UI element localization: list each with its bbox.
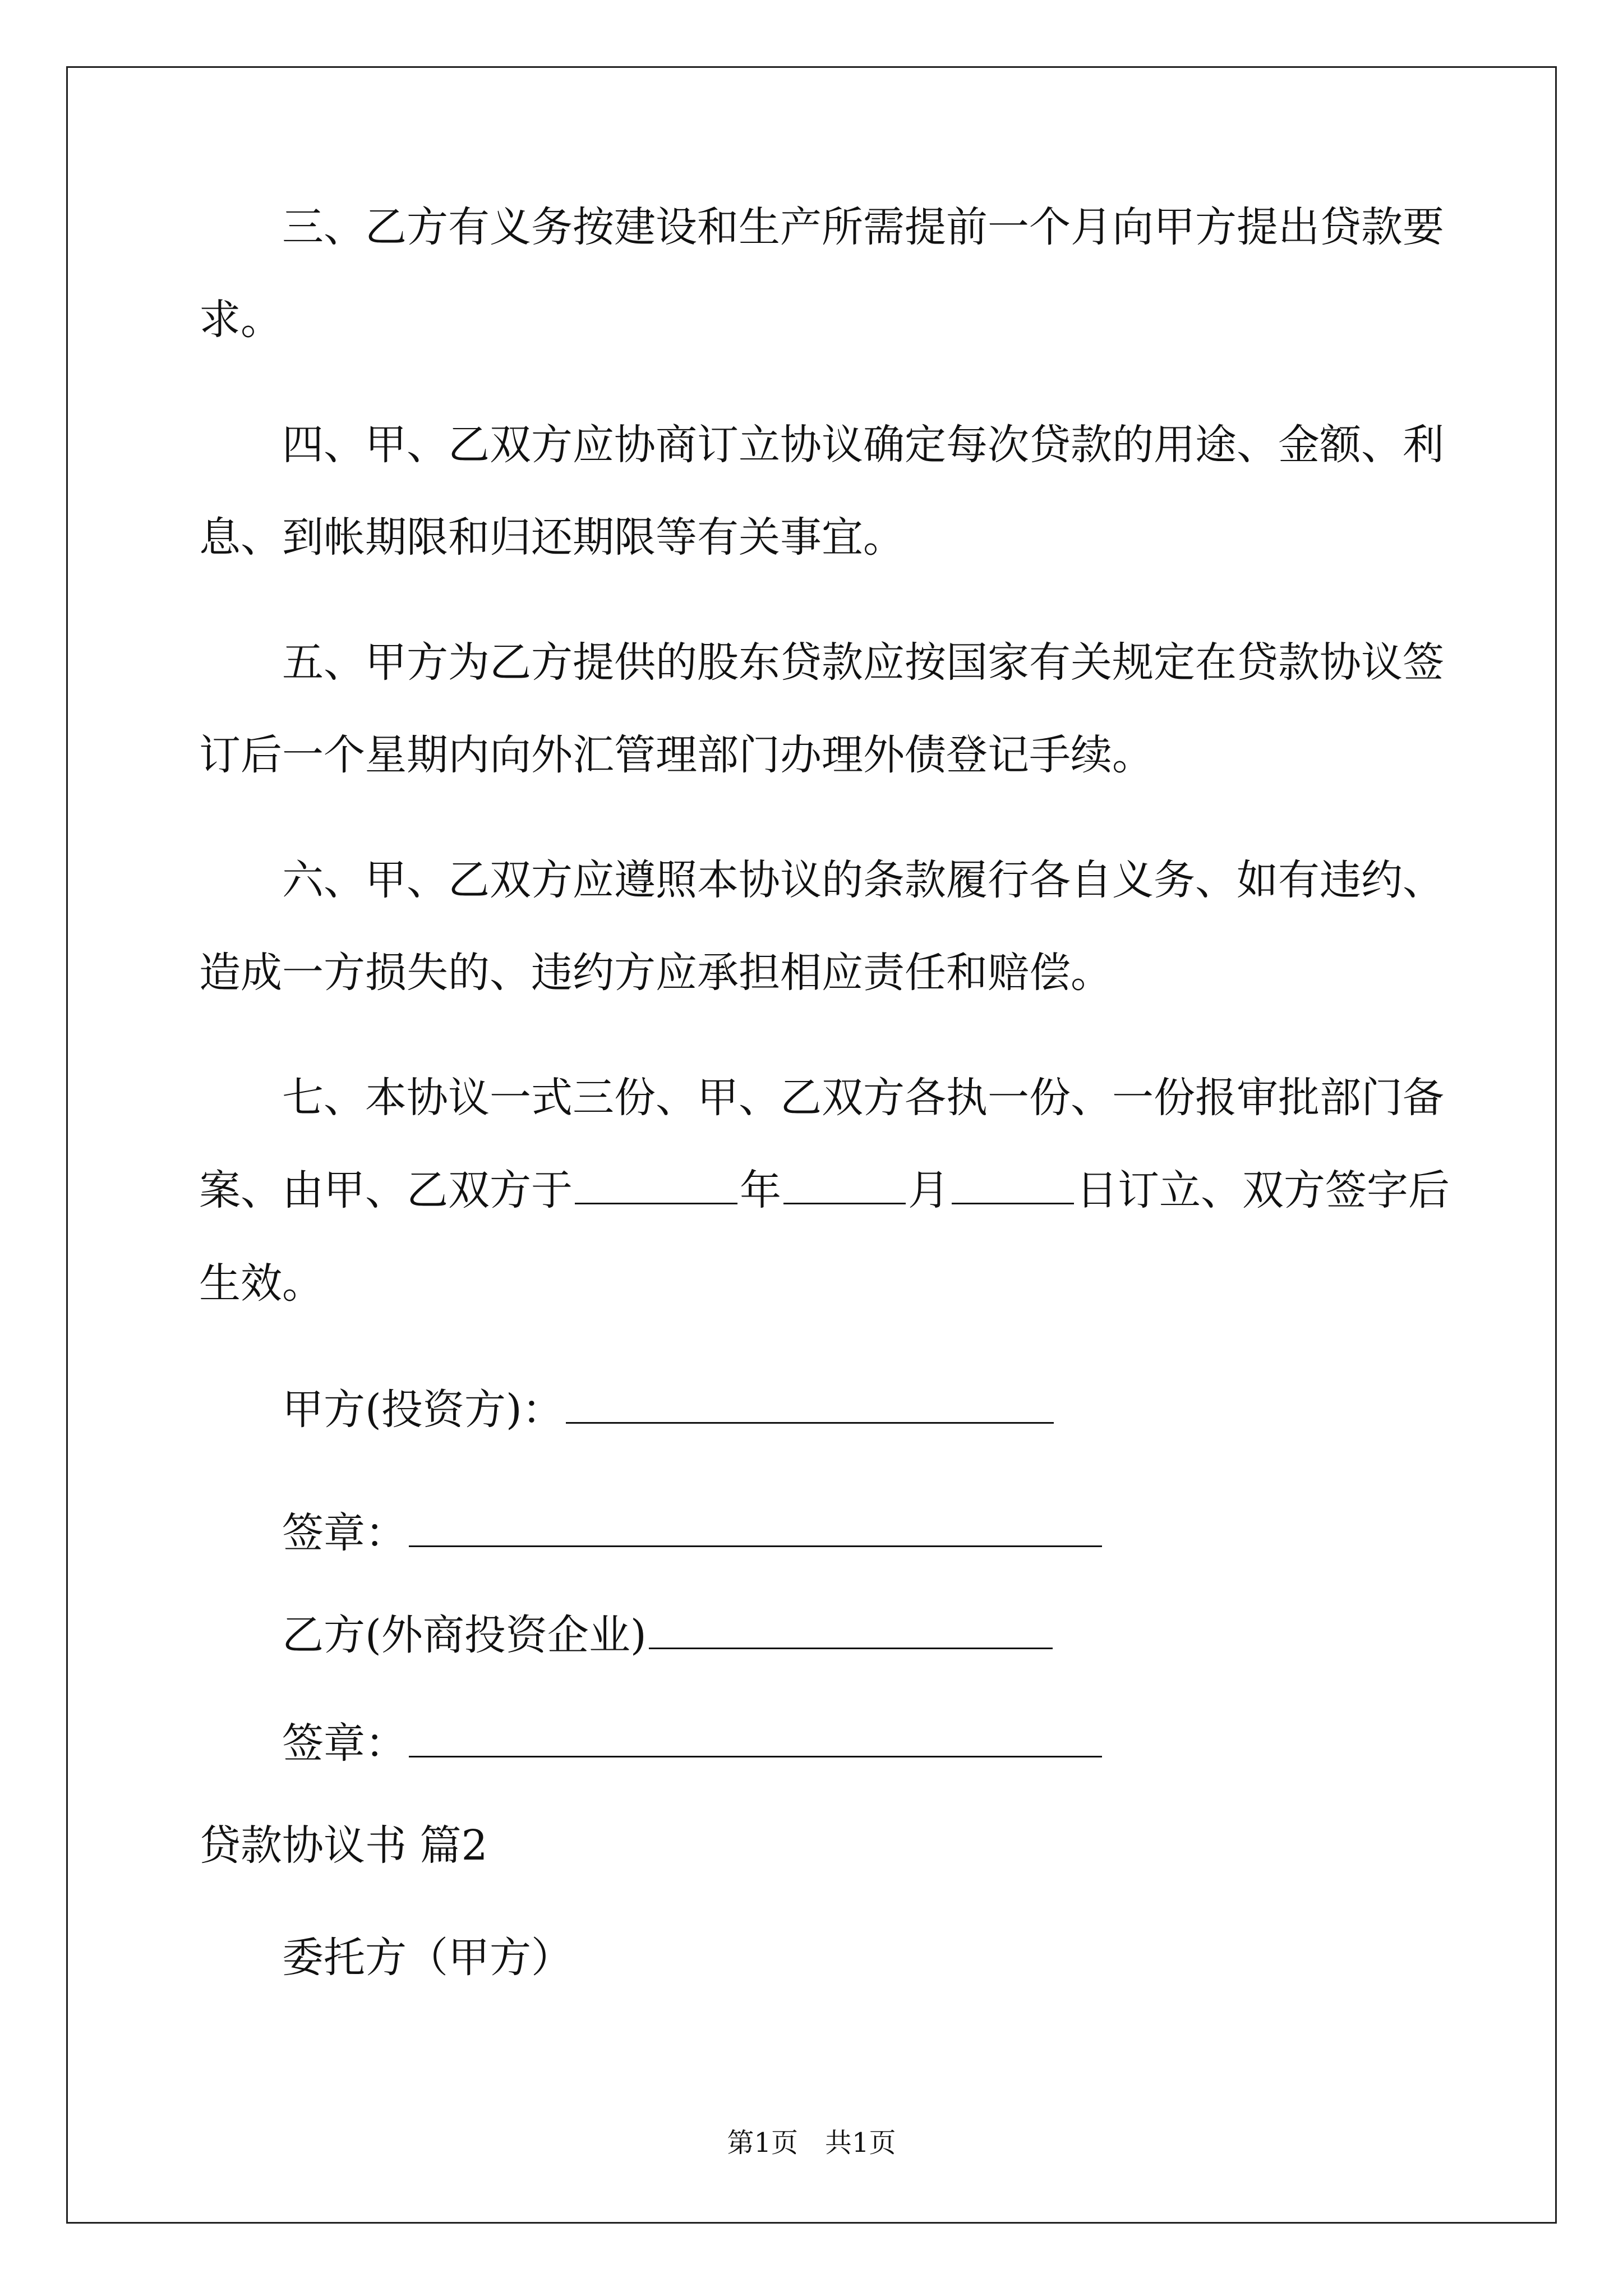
- clause-5-line-2: 订后一个星期内向外汇管理部门办理外债登记手续。: [199, 731, 1154, 779]
- page-footer: [0, 2126, 1623, 2160]
- day-blank[interactable]: [952, 1163, 1074, 1204]
- clause-4-line-2: 息、到帐期限和归还期限等有关事宜。: [199, 513, 905, 562]
- clause-5-line-1: 五、甲方为乙方提供的股东贷款应按国家有关规定在贷款协议签: [282, 638, 1444, 687]
- party-b-label: 乙方(外商投资企业): [282, 1611, 647, 1659]
- year-label: 年: [740, 1166, 781, 1214]
- clause-7-prefix: 案、由甲、乙双方于: [199, 1166, 573, 1214]
- seal-line-2: [282, 1715, 1104, 1772]
- party-b-line: [282, 1607, 1055, 1663]
- party-a-blank[interactable]: [566, 1383, 1054, 1424]
- clause-6-line-1: 六、甲、乙双方应遵照本协议的条款履行各自义务、如有违约、: [282, 856, 1444, 904]
- party-a-label: 甲方(投资方)：: [282, 1386, 564, 1434]
- seal-line-1: [282, 1505, 1104, 1561]
- principal-label: 委托方（甲方）: [282, 1934, 573, 1982]
- month-label: 月: [908, 1166, 949, 1214]
- page-frame: [66, 66, 1557, 2224]
- clause-6-line-2: 造成一方损失的、违约方应承担相应责任和赔偿。: [199, 949, 1112, 997]
- seal-label-1: 签章：: [282, 1509, 407, 1557]
- seal-blank-2[interactable]: [409, 1717, 1102, 1757]
- clause-7-line-1: 七、本协议一式三份、甲、乙双方各执一份、一份报审批部门备: [282, 1074, 1444, 1122]
- clause-4-line-1: 四、甲、乙双方应协商订立协议确定每次贷款的用途、金额、利: [282, 421, 1444, 469]
- page-total: 共1页: [825, 2127, 896, 2159]
- clause-3-line-2: 求。: [199, 296, 282, 344]
- year-blank[interactable]: [575, 1163, 737, 1204]
- month-blank[interactable]: [783, 1163, 906, 1204]
- clause-3-line-1: 三、乙方有义务按建设和生产所需提前一个月向甲方提出贷款要: [282, 203, 1444, 251]
- clause-7-line-2: [199, 1162, 1450, 1218]
- party-a-line: [282, 1382, 1056, 1438]
- seal-label-2: 签章：: [282, 1719, 407, 1768]
- seal-blank-1[interactable]: [409, 1506, 1102, 1547]
- clause-7-suffix: 日订立、双方签字后: [1076, 1166, 1450, 1214]
- party-b-blank[interactable]: [649, 1608, 1053, 1649]
- page-current: 第1页: [727, 2127, 798, 2159]
- clause-7-line-3: 生效。: [199, 1259, 324, 1308]
- section-title: 贷款协议书 篇2: [199, 1821, 488, 1870]
